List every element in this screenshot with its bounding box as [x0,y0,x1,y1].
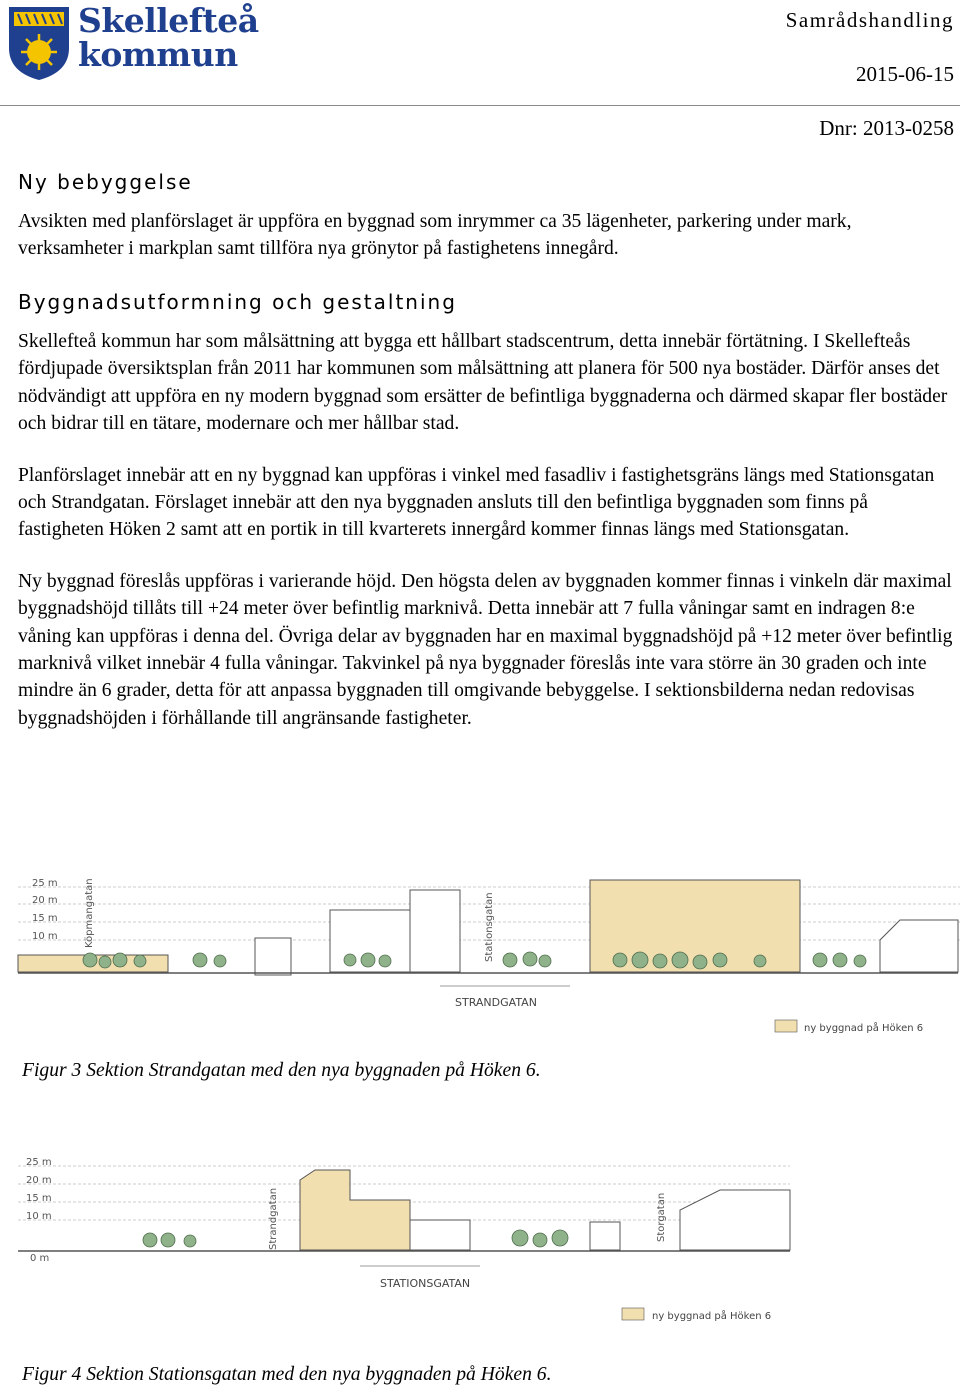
street-label: Köpmangatan [84,878,95,948]
header-divider [0,105,960,106]
figure-caption: Figur 3 Sektion Strandgatan med den nya byggnaden på Höken 6. [22,1060,541,1081]
section-title: STRANDGATAN [455,996,537,1009]
street-label: Stationsgatan [484,892,495,962]
logo-line-1: Skellefteå [78,1,259,40]
logo-wordmark [78,1,259,74]
logo-line-2: kommun [78,35,238,74]
municipality-logo [6,1,259,82]
scale-label: 20 m [32,895,58,906]
skelleftea-coat-of-arms-icon [6,4,72,82]
street-label: Storgatan [656,1192,667,1242]
paragraph: Planförslaget innebär att en ny byggnad kan uppföras i vinkel med fasadliv i fastighetsgräns längs med Stationsgatan och Strandgatan. Förslaget innebär att den nya byggnaden ansluts till den befintliga byggnaden som finns på fastigheten Höken 2 samt att en portik in till kvarterets innergård kommer finnas längs med Stationsgatan. [18,464,935,541]
document-type: Samrådshandling [785,8,954,32]
scale-label: 25 m [26,1157,52,1168]
section-body-byggnadsutformning [18,328,958,732]
paragraph: Skellefteå kommun har som målsättning att bygga ett hållbart stadscentrum, detta innebär förtätning. I Skellefteås fördjupade översiktsplan från 2011 har kommunen som målsättning att planera för 500 nya bostäder. Därför anses det nödvändigt att uppföra en ny modern byggnad som ersätter de befintliga byggnaderna och därmed skapar fler bostäder och bidrar till en tätare, modernare och mer hållbar stad. [18,331,948,435]
scale-label: 10 m [32,931,58,942]
legend-label: ny byggnad på Höken 6 [804,1023,924,1034]
scale-label: 25 m [32,878,58,889]
paragraph: Ny byggnad föreslås uppföras i varierande höjd. Den högsta delen av byggnaden kommer finnas i vinkeln där maximal byggnadshöjd tillåts till +24 meter över befintlig marknivå. Detta innebär att 7 fulla våningar samt en indragen 8:e våning kan uppföras i denna del. Övriga delar av byggnaden har en maximal byggnadshöjd på +12 meter över befintlig marknivå vilket innebär 4 fulla våningar. Takvinkel på nya byggnader föreslås inte vara större än 30 graden och inte mindre än 6 grader, detta för att anpassa byggnaden till omgivande bebyggelse. I sektionsbilderna nedan redovisas byggnadshöjden i förhållande till angränsande fastigheter. [18,570,953,729]
section-drawing-strandgatan [0,860,960,1050]
scale-label: 10 m [26,1211,52,1222]
street-label: Strandgatan [268,1187,279,1250]
scale-label: 15 m [32,913,58,924]
scale-label: 0 m [30,1253,50,1264]
diary-number: Dnr: 2013-0258 [819,116,954,140]
figure-section-strandgatan [0,860,960,1055]
section-body-ny-bebyggelse [18,208,958,263]
scale-label: 20 m [26,1175,52,1186]
scale-label: 15 m [26,1193,52,1204]
new-building-block [300,1170,410,1250]
figure-caption: Figur 4 Sektion Stationsgatan med den nya byggnaden på Höken 6. [22,1364,552,1385]
figure-section-stationsgatan [0,1150,960,1335]
legend-label: ny byggnad på Höken 6 [652,1311,772,1322]
legend-swatch [622,1308,644,1320]
document-date: 2015-06-15 [856,62,954,86]
section-heading-byggnadsutformning: Byggnadsutformning och gestaltning [18,290,457,314]
section-title: STATIONSGATAN [380,1277,471,1290]
paragraph: Avsikten med planförslaget är uppföra en byggnad som inrymmer ca 35 lägenheter, parkering under mark, verksamheter i markplan samt tillföra nya grönytor på fastighetens innegård. [18,211,852,260]
section-heading-ny-bebyggelse: Ny bebyggelse [18,170,193,194]
section-drawing-stationsgatan [0,1150,960,1330]
legend-swatch [775,1020,797,1032]
